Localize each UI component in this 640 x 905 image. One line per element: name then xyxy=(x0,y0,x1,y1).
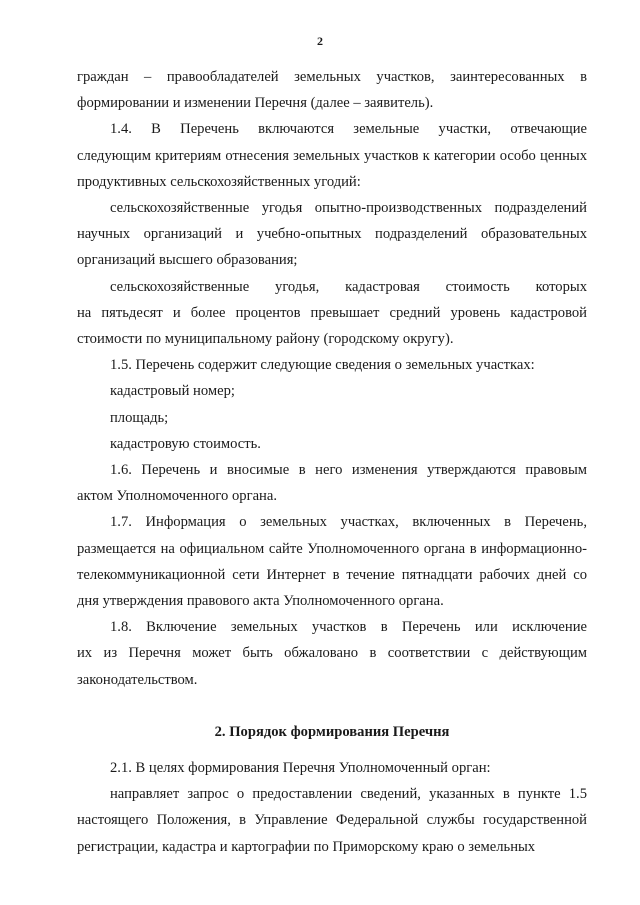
paragraph xyxy=(77,781,587,860)
section-heading: 2. Порядок формирования Перечня xyxy=(214,723,450,740)
paragraph xyxy=(77,195,587,274)
paragraph xyxy=(77,431,587,457)
paragraph xyxy=(77,352,587,378)
text-line: продуктивных сельскохозяйственных угодий: xyxy=(77,173,361,190)
paragraph xyxy=(77,274,587,353)
text-line: кадастровый номер; xyxy=(110,383,235,400)
text-line: 1.4. В Перечень включаются земельные участки, отвечающие xyxy=(110,121,587,138)
page-number: 2 xyxy=(317,34,323,48)
paragraphs-section-1 xyxy=(77,64,587,693)
paragraph xyxy=(77,378,587,404)
text-line: законодательством. xyxy=(77,671,198,688)
text-line: 2.1. В целях формирования Перечня Уполномоченный орган: xyxy=(110,760,491,777)
text-line: телекоммуникационной сети Интернет в течение пятнадцати рабочих дней со xyxy=(77,566,587,583)
paragraphs-section-2 xyxy=(77,755,587,860)
text-line: сельскохозяйственные угодья опытно-производственных подразделений xyxy=(110,200,587,217)
text-line: граждан – правообладателей земельных участков, заинтересованных в xyxy=(77,69,587,85)
text-line: 1.5. Перечень содержит следующие сведения о земельных участках: xyxy=(110,357,535,374)
text-line: кадастровую стоимость. xyxy=(110,435,261,452)
text-line: следующим критериям отнесения земельных участков к категории особо ценных xyxy=(77,147,587,164)
text-line: научных организаций и учебно-опытных подразделений образовательных xyxy=(77,226,587,243)
text-line: размещается на официальном сайте Уполномоченного органа в информационно- xyxy=(77,540,587,557)
text-line: настоящего Положения, в Управление Федеральной службы государственной xyxy=(77,812,587,829)
paragraph xyxy=(77,614,587,693)
paragraph xyxy=(77,64,587,116)
text-line: 1.7. Информация о земельных участках, включенных в Перечень, xyxy=(110,514,587,531)
paragraph xyxy=(77,116,587,195)
paragraph xyxy=(77,755,587,781)
text-line: площадь; xyxy=(110,409,169,426)
text-line: направляет запрос о предоставлении сведений, указанных в пункте 1.5 xyxy=(110,786,587,803)
text-line: регистрации, кадастра и картографии по Приморскому краю о земельных xyxy=(77,838,536,855)
paragraph xyxy=(77,509,587,614)
paragraph xyxy=(77,405,587,431)
text-line: актом Уполномоченного органа. xyxy=(77,488,277,505)
text-line: их из Перечня может быть обжаловано в соответствии с действующим xyxy=(77,645,587,662)
text-line: 1.6. Перечень и вносимые в него изменения утверждаются правовым xyxy=(110,462,587,479)
text-line: организаций высшего образования; xyxy=(77,252,298,269)
text-line: на пятьдесят и более процентов превышает средний уровень кадастровой xyxy=(77,304,587,321)
text-line: 1.8. Включение земельных участков в Перечень или исключение xyxy=(110,619,587,636)
text-line: дня утверждения правового акта Уполномоченного органа. xyxy=(77,593,444,610)
text-line: сельскохозяйственные угодья, кадастровая стоимость которых xyxy=(110,278,587,295)
paragraph xyxy=(77,457,587,509)
text-line: стоимости по муниципальному району (городскому округу). xyxy=(77,331,454,348)
document-body xyxy=(77,64,587,860)
text-line: формировании и изменении Перечня (далее – заявитель). xyxy=(77,95,434,112)
